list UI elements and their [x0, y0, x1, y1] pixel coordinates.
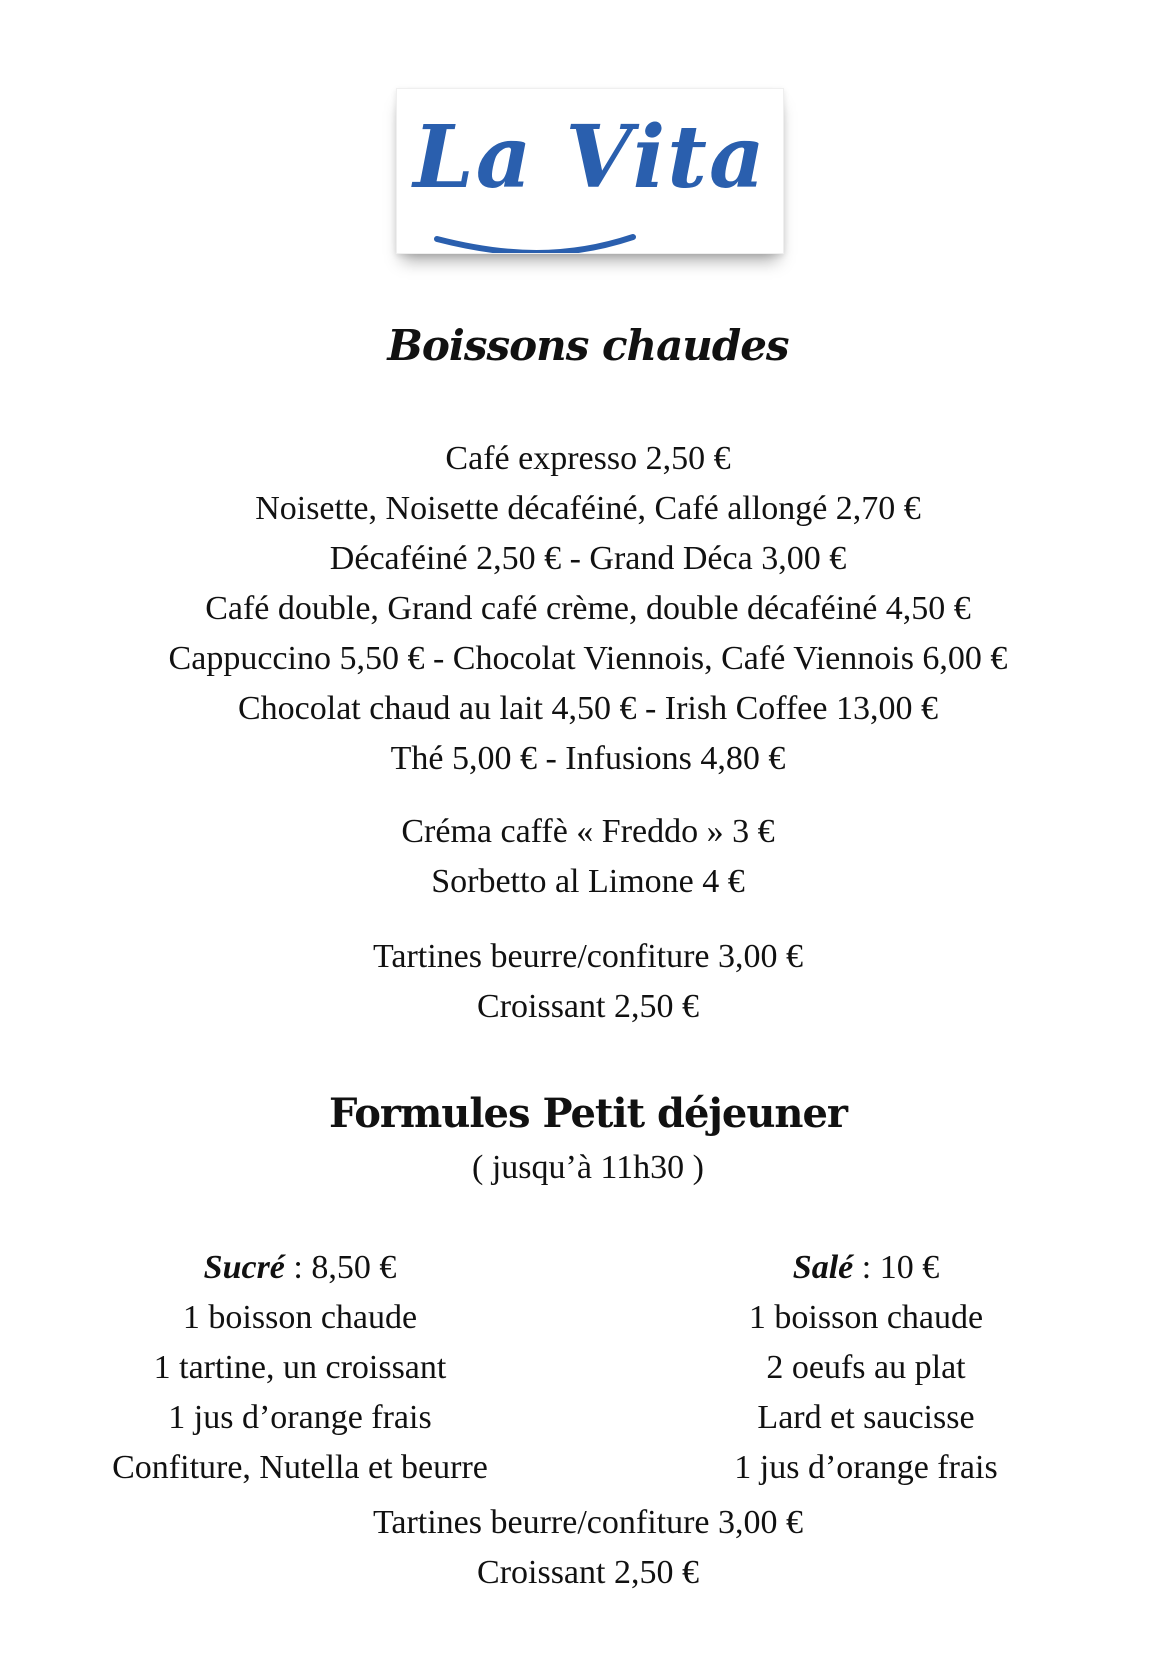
menu-line: Café expresso 2,50 € [445, 440, 731, 477]
menu-line: Cappuccino 5,50 € - Chocolat Viennois, Café Viennois 6,00 € [168, 640, 1008, 677]
menu-line: Créma caffè « Freddo » 3 € [401, 813, 775, 850]
menu-line: Café double, Grand café crème, double décaféiné 4,50 € [205, 590, 971, 627]
formula-item: 1 jus d’orange frais [734, 1449, 998, 1486]
menu-line: Sorbetto al Limone 4 € [431, 863, 745, 900]
logo-text: La Vita [413, 107, 767, 208]
formula-item: Lard et saucisse [757, 1399, 975, 1436]
savory-price: : 10 € [853, 1249, 940, 1286]
menu-line: Thé 5,00 € - Infusions 4,80 € [390, 740, 786, 777]
formula-item: 1 tartine, un croissant [153, 1349, 447, 1386]
savory-label: Salé [792, 1249, 854, 1286]
logo-card [396, 88, 784, 254]
hot-drinks-list [0, 434, 1176, 784]
formula-item: 1 boisson chaude [182, 1299, 418, 1336]
sweet-formula [70, 1243, 530, 1493]
breakfast-extras-list [0, 1498, 1176, 1598]
savory-formula [636, 1243, 1096, 1493]
savory-formula-header [636, 1243, 1096, 1293]
sweet-label: Sucré [203, 1249, 285, 1286]
menu-line: Croissant 2,50 € [477, 988, 699, 1025]
menu-line: Chocolat chaud au lait 4,50 € - Irish Coffee 13,00 € [238, 690, 938, 727]
menu-line: Décaféiné 2,50 € - Grand Déca 3,00 € [329, 540, 847, 577]
menu-line: Tartines beurre/confiture 3,00 € [372, 938, 803, 975]
sweet-formula-header [70, 1243, 530, 1293]
formula-item: 1 jus d’orange frais [168, 1399, 432, 1436]
formula-item: Confiture, Nutella et beurre [112, 1449, 488, 1486]
menu-line: Croissant 2,50 € [477, 1554, 699, 1591]
sweet-price: : 8,50 € [284, 1249, 397, 1286]
breakfast-subtitle: ( jusqu’à 11h30 ) [472, 1149, 704, 1186]
extras-list [0, 932, 1176, 1032]
breakfast-title: Formules Petit déjeuner [328, 1090, 847, 1137]
menu-line: Noisette, Noisette décaféiné, Café allongé 2,70 € [255, 490, 921, 527]
menu-line: Tartines beurre/confiture 3,00 € [372, 1504, 803, 1541]
hot-drinks-title: Boissons chaudes [387, 321, 789, 370]
formula-item: 1 boisson chaude [748, 1299, 984, 1336]
formula-item: 2 oeufs au plat [766, 1349, 966, 1386]
specials-list [0, 807, 1176, 907]
